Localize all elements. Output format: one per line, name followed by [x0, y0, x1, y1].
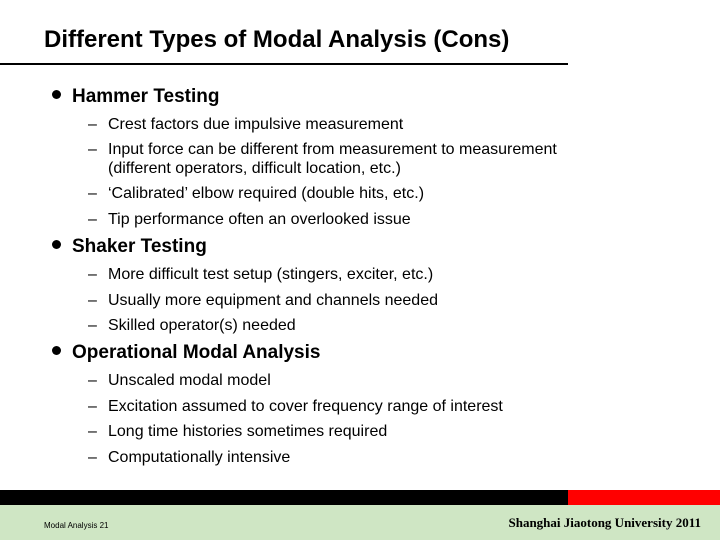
- bullet-shaker-testing: [52, 236, 207, 258]
- dash-icon: –: [88, 292, 97, 309]
- bullet-heading: Shaker Testing: [72, 236, 207, 257]
- sub-item: – Computationally intensive: [88, 449, 291, 466]
- sub-item: – Excitation assumed to cover frequency range of interest: [88, 398, 503, 415]
- sub-item: – Input force can be different from measurement to measurement: [88, 141, 557, 158]
- sub-item: – Tip performance often an overlooked issue: [88, 211, 411, 228]
- sub-item: – More difficult test setup (stingers, exciter, etc.): [88, 266, 434, 283]
- dash-icon: –: [88, 317, 97, 334]
- dash-icon: –: [88, 423, 97, 440]
- dash-icon: –: [88, 449, 97, 466]
- slide-number-label: Modal Analysis 21: [44, 521, 109, 530]
- bullet-heading: Operational Modal Analysis: [72, 342, 321, 363]
- footer-bar-dark: [0, 490, 568, 505]
- dash-icon: –: [88, 266, 97, 283]
- sub-item: – Crest factors due impulsive measurement: [88, 116, 404, 133]
- dash-icon: –: [88, 116, 97, 133]
- bullet-dot-icon: [52, 240, 61, 249]
- dash-icon: –: [88, 141, 97, 158]
- bullet-hammer-testing: [52, 86, 219, 108]
- bullet-dot-icon: [52, 90, 61, 99]
- dash-icon: –: [88, 398, 97, 415]
- dash-icon: –: [88, 372, 97, 389]
- title-underline: [0, 63, 568, 65]
- university-label: Shanghai Jiaotong University 2011: [508, 515, 701, 530]
- bullet-dot-icon: [52, 346, 61, 355]
- dash-icon: –: [88, 211, 97, 228]
- footer-bar-accent: [568, 490, 720, 505]
- bullet-heading: Hammer Testing: [72, 86, 220, 107]
- dash-icon: –: [88, 185, 97, 202]
- slide-title: Different Types of Modal Analysis (Cons): [44, 26, 510, 53]
- sub-item-continuation: (different operators, difficult location, etc.): [108, 160, 401, 177]
- bullet-operational-modal-analysis: [52, 342, 320, 364]
- sub-item: – Long time histories sometimes required: [88, 423, 388, 440]
- footer: [0, 505, 720, 540]
- sub-item: – Unscaled modal model: [88, 372, 271, 389]
- sub-item: – Skilled operator(s) needed: [88, 317, 296, 334]
- sub-item: – ‘Calibrated’ elbow required (double hits, etc.): [88, 185, 425, 202]
- sub-item: – Usually more equipment and channels needed: [88, 292, 438, 309]
